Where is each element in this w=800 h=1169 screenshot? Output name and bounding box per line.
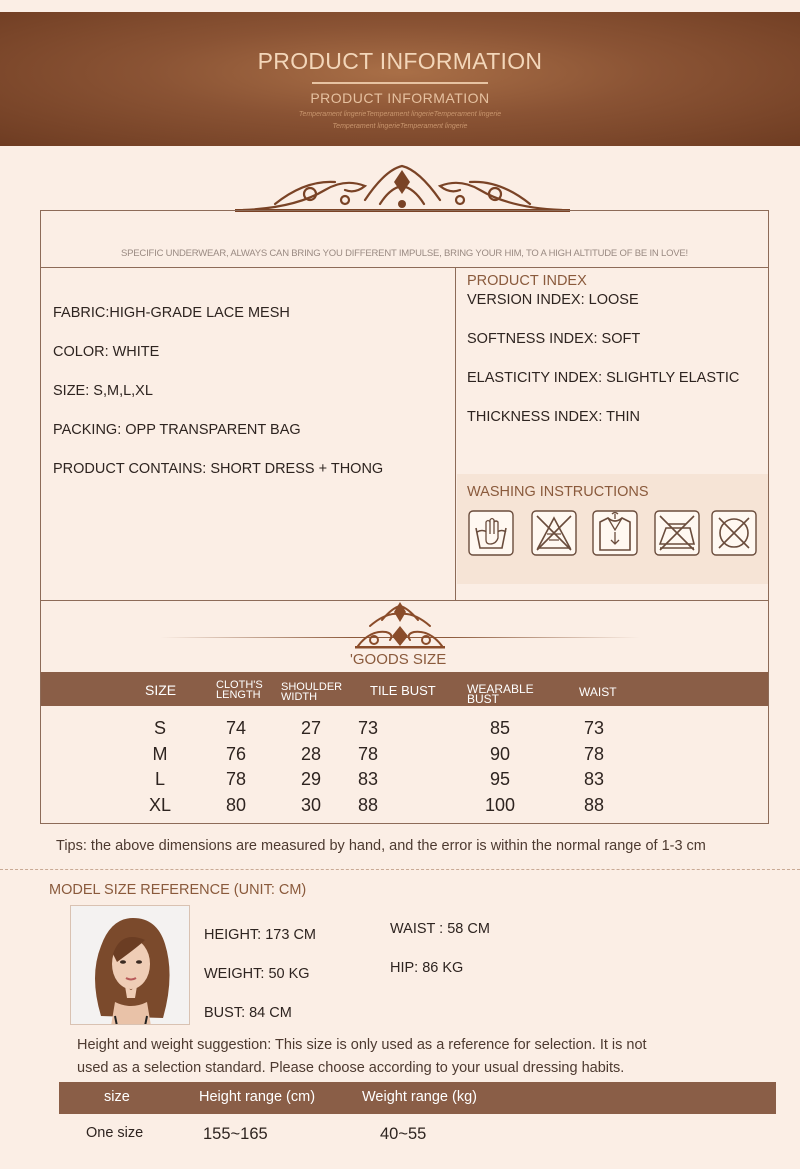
col-header-size: SIZE bbox=[145, 682, 177, 698]
size-table-header bbox=[41, 672, 768, 706]
hand-wash-icon bbox=[468, 510, 514, 556]
model-portrait-image bbox=[71, 906, 190, 1025]
spec-packing: PACKING: OPP TRANSPARENT BAG bbox=[53, 422, 301, 438]
reference-table-header bbox=[59, 1082, 776, 1114]
divider bbox=[455, 267, 456, 601]
no-iron-icon bbox=[654, 510, 700, 556]
model-reference-title: MODEL SIZE REFERENCE (UNIT: CM) bbox=[49, 882, 307, 898]
cell-tile-bust: 78 bbox=[357, 744, 379, 764]
ref-cell-height: 155~165 bbox=[203, 1125, 268, 1143]
cell-wearable-bust: 100 bbox=[484, 795, 516, 815]
cell-size: XL bbox=[148, 795, 172, 815]
cell-cloth-length: 76 bbox=[225, 744, 247, 764]
spec-color: COLOR: WHITE bbox=[53, 344, 160, 360]
banner-title: PRODUCT INFORMATION bbox=[257, 48, 543, 74]
col-header-waist: WAIST bbox=[579, 685, 617, 699]
cell-shoulder: 30 bbox=[300, 795, 322, 815]
banner-tagline-1: Temperament lingerieTemperament lingerieTemperament lingerie bbox=[298, 111, 502, 118]
cell-size: L bbox=[154, 769, 165, 789]
banner-divider bbox=[312, 82, 488, 84]
cell-cloth-length: 78 bbox=[225, 769, 247, 789]
ornament-crest-icon bbox=[150, 600, 650, 652]
ornament-flourish-icon bbox=[235, 160, 570, 214]
cell-tile-bust: 73 bbox=[357, 718, 379, 738]
spec-size: SIZE: S,M,L,XL bbox=[53, 383, 153, 399]
no-dry-clean-icon bbox=[711, 510, 757, 556]
dashed-divider bbox=[0, 869, 800, 870]
col-header-tile-bust: TILE BUST bbox=[370, 683, 436, 698]
cell-waist: 88 bbox=[583, 795, 605, 815]
cell-shoulder: 29 bbox=[300, 769, 322, 789]
goods-size-title: 'GOODS SIZE bbox=[350, 651, 447, 668]
thickness-index: THICKNESS INDEX: THIN bbox=[467, 409, 640, 425]
col-header-cloth-length-2: LENGTH bbox=[216, 689, 261, 701]
cell-waist: 83 bbox=[583, 769, 605, 789]
tips-text: Tips: the above dimensions are measured by hand, and the error is within the normal range of 1-3 cm bbox=[56, 838, 706, 854]
model-height: HEIGHT: 173 CM bbox=[204, 927, 316, 943]
model-photo bbox=[70, 905, 190, 1025]
ref-col-size: size bbox=[104, 1089, 130, 1105]
ref-cell-weight: 40~55 bbox=[380, 1125, 427, 1143]
model-weight: WEIGHT: 50 KG bbox=[204, 966, 310, 982]
col-header-shoulder-2: WIDTH bbox=[281, 691, 318, 703]
cell-waist: 73 bbox=[583, 718, 605, 738]
cell-tile-bust: 88 bbox=[357, 795, 379, 815]
product-index-title: PRODUCT INDEX bbox=[467, 273, 587, 289]
softness-index: SOFTNESS INDEX: SOFT bbox=[467, 331, 641, 347]
cell-tile-bust: 83 bbox=[357, 769, 379, 789]
suggestion-line-1: Height and weight suggestion: This size is only used as a reference for selection. It is not bbox=[77, 1037, 647, 1053]
spec-fabric: FABRIC:HIGH-GRADE LACE MESH bbox=[53, 305, 290, 321]
cell-size: S bbox=[153, 718, 166, 738]
divider bbox=[40, 267, 769, 268]
col-header-wearable-1: WEARABLE bbox=[467, 682, 534, 696]
slogan-text: SPECIFIC UNDERWEAR, ALWAYS CAN BRING YOU DIFFERENT IMPULSE, BRING YOUR HIM, TO A HIGH ALTITUDE OF BE IN LOVE! bbox=[121, 248, 688, 259]
no-bleach-icon bbox=[531, 510, 577, 556]
banner-subtitle: PRODUCT INFORMATION bbox=[310, 90, 490, 106]
col-header-wearable-2: BUST bbox=[467, 692, 500, 706]
model-hip: HIP: 86 KG bbox=[390, 960, 464, 976]
banner-tagline-2: Temperament lingerieTemperament lingerie bbox=[332, 123, 468, 130]
cell-wearable-bust: 90 bbox=[489, 744, 511, 764]
model-waist: WAIST : 58 CM bbox=[390, 921, 490, 937]
elasticity-index: ELASTICITY INDEX: SLIGHTLY ELASTIC bbox=[467, 370, 740, 386]
col-header-cloth-length-1: CLOTH'S bbox=[216, 679, 263, 691]
cell-shoulder: 28 bbox=[300, 744, 322, 764]
model-bust: BUST: 84 CM bbox=[204, 1005, 292, 1021]
cell-waist: 78 bbox=[583, 744, 605, 764]
version-index: VERSION INDEX: LOOSE bbox=[467, 292, 639, 308]
suggestion-line-2: used as a selection standard. Please choose according to your usual dressing habits. bbox=[77, 1060, 625, 1076]
ref-cell-size: One size bbox=[86, 1125, 144, 1141]
ref-col-weight: Weight range (kg) bbox=[362, 1089, 477, 1105]
washing-title: WASHING INSTRUCTIONS bbox=[467, 484, 649, 500]
cell-wearable-bust: 95 bbox=[489, 769, 511, 789]
ref-col-height: Height range (cm) bbox=[199, 1089, 316, 1105]
cell-cloth-length: 74 bbox=[225, 718, 247, 738]
spec-contents: PRODUCT CONTAINS: SHORT DRESS + THONG bbox=[53, 461, 384, 477]
col-header-shoulder-1: SHOULDER bbox=[281, 681, 343, 693]
cell-wearable-bust: 85 bbox=[489, 718, 511, 738]
hang-dry-icon bbox=[592, 510, 638, 556]
cell-cloth-length: 80 bbox=[225, 795, 247, 815]
cell-shoulder: 27 bbox=[300, 718, 322, 738]
cell-size: M bbox=[152, 744, 168, 764]
